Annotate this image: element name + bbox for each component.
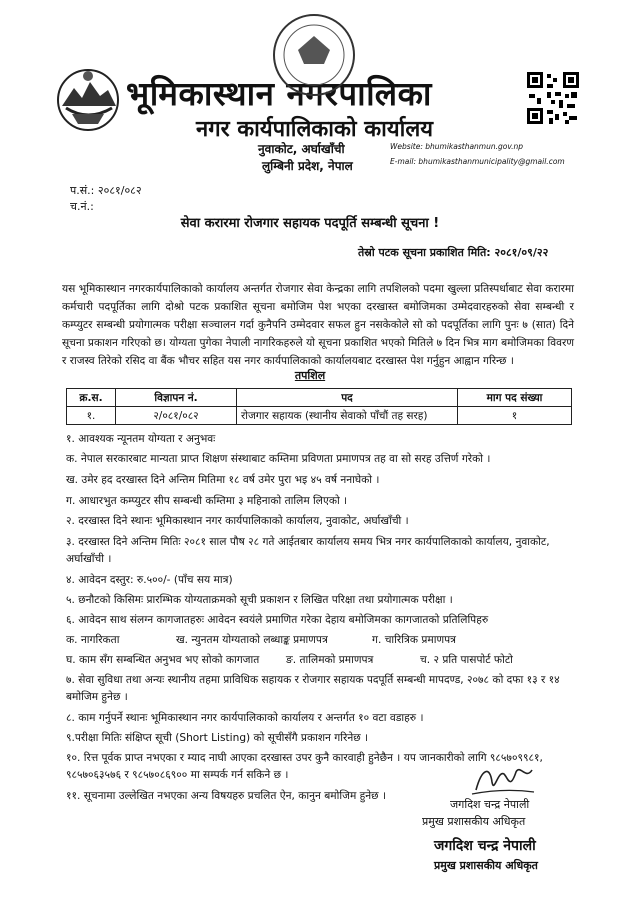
qr-code-icon bbox=[525, 70, 581, 126]
signature-icon bbox=[468, 760, 538, 800]
point-1-ka: क. नेपाल सरकारबाट मान्यता प्राप्त शिक्षण संस्थाबाट कम्तिमा प्रविणता प्रमाणपत्र तह वा सो सरह उत्तिर्ण गरेको । bbox=[66, 453, 491, 465]
round-stamp-icon bbox=[266, 10, 362, 100]
cell-count: १ bbox=[458, 407, 572, 425]
point-3: ३. दरखास्त दिने अन्तिम मितिः २०८१ साल पौष २८ गते आईतबार कार्यालय समय भित्र नगर कार्यपालिकाको कार्यालय, नुवाकोट, अर्घाखाँची । bbox=[66, 536, 550, 565]
notice-title: सेवा करारमा रोजगार सहायक पदपूर्ति सम्बन्धी सूचना ! bbox=[180, 216, 440, 231]
publish-date: तेस्रो पटक सूचना प्रकाशित मिति: २०८१/०९/२२ bbox=[358, 246, 549, 259]
point-1-kha: ख. उमेर हद दरखास्त दिने अन्तिम मितिमा १८ वर्ष उमेर पुरा भइ ४५ वर्ष ननाघेको । bbox=[66, 474, 380, 486]
vacancy-table bbox=[66, 388, 572, 425]
point-8: ८. काम गर्नुपर्ने स्थानः भूमिकास्थान नगर कार्यपालिकाको कार्यालय र अन्तर्गत १० वटा वडाहरु । bbox=[66, 712, 424, 724]
dispatch-number: च.नं.: bbox=[70, 200, 94, 213]
cell-sn: १. bbox=[67, 407, 116, 425]
point-6: ६. आवेदन साथ संलग्न कागजातहरुः आवेदन स्वयंले प्रमाणित गरेका देहाय बमोजिमका कागजातको प्रतिलिपिहरु bbox=[66, 614, 489, 626]
address-line-1: नुवाकोट, अर्घाखाँची bbox=[258, 142, 345, 156]
cell-post: रोजगार सहायक (स्थानीय सेवाको पाँचौं तह सरह) bbox=[237, 407, 458, 425]
point-1-ga: ग. आधारभुत कम्प्युटर सीप सम्बन्धी कम्तिमा ३ महिनाको तालिम लिएको । bbox=[66, 495, 348, 507]
website-text: Website: bhumikasthanmun.gov.np bbox=[390, 142, 524, 151]
point-9: ९.परीक्षा मितिः संक्षिप्त सूची (Short Listing) को सूचीसँगै प्रकाशन गरिनेछ । bbox=[66, 732, 369, 744]
address-line-2: लुम्बिनी प्रदेश, नेपाल bbox=[262, 159, 353, 173]
signatory-name-stamp: जगदिश चन्द्र नेपाली bbox=[434, 838, 536, 854]
signatory-name-handwritten: जगदिश चन्द्र नेपाली bbox=[450, 798, 530, 811]
col-header-sn: क्र.स. bbox=[67, 389, 116, 407]
doc-experience: घ. काम सँग सम्बन्धित अनुभव भए सोको कागजात bbox=[66, 654, 260, 666]
col-header-post: पद bbox=[237, 389, 458, 407]
details-heading: तपशिल bbox=[294, 369, 326, 382]
table-row bbox=[67, 407, 572, 425]
doc-citizenship: क. नागरिकता bbox=[66, 634, 120, 646]
reference-number: प.सं.: २०८१/०८२ bbox=[70, 184, 142, 197]
doc-training: ङ. तालिमको प्रमाणपत्र bbox=[286, 654, 374, 666]
point-1: १. आवश्यक न्यूनतम योग्यता र अनुभवः bbox=[66, 433, 216, 445]
point-4: ४. आवेदन दस्तुर: रु.५००/- (पाँच सय मात्र) bbox=[66, 574, 233, 586]
point-2: २. दरखास्त दिने स्थानः भूमिकास्थान नगर कार्यपालिकाको कार्यालय, नुवाकोट, अर्घाखाँची । bbox=[66, 515, 409, 527]
signatory-title-handwritten: प्रमुख प्रशासकीय अधिकृत bbox=[422, 815, 526, 828]
emblem-logo-icon bbox=[52, 62, 124, 134]
email-text: E-mail: bhumikasthanmunicipality@gmail.com bbox=[390, 157, 565, 166]
office-subtitle: नगर कार्यपालिकाको कार्यालय bbox=[196, 117, 433, 142]
col-header-ad-no: विज्ञापन नं. bbox=[116, 389, 237, 407]
point-11: ११. सूचनामा उल्लेखित नभएका अन्य विषयहरु प्रचलित ऐन, कानुन बमोजिम हुनेछ । bbox=[66, 790, 386, 802]
notice-body: यस भूमिकास्थान नगरकार्यपालिकाको कार्यालय अन्तर्गत रोजगार सेवा केन्द्रका लागि तपशिलको पदमा खुल्ला प्रतिस्पर्धाबाट सेवा करारमा कर्मचारी पदपूर्तिका लागि दोश्रो पटक प्रकाशित सूचना बमोजिम पेश भएका दरखास्त बमोजिमका उम्मेदवारहरुको सेवा सम्बन्धी र कम्प्युटर सम्बन्धी प्रयोगात्मक परीक्षा सञ्चालन गर्दा कुनैपनि उम्मेदवार सफल हुन नसकेकोले सो को पदपूर्तिका लागि पुनः ७ (सात) दिने सूचना प्रकाशन गरिएको छ। योग्यता पुगेका नेपाली नागरिकहरुले यो सूचना प्रकाशित भएको मितिले ७ दिन भित्र माग बमोजिमका विवरण र राजस्व तिरेको रसिद वा बैंक भौचर सहित यस नगर कार्यपालिकाको कार्यालयबाट दरखास्त पेश गर्नुहुन आह्वान गरिन्छ । bbox=[62, 283, 574, 367]
point-7: ७. सेवा सुविधा तथा अन्यः स्थानीय तहमा प्राविधिक सहायक र रोजगार सहायक पदपूर्ति सम्बन्धी मापदण्ड, २०७८ को दफा १३ र १४ बमोजिम हुनेछ । bbox=[66, 674, 560, 703]
table-header-row bbox=[67, 389, 572, 407]
doc-photo: च. २ प्रति पासपोर्ट फोटो bbox=[420, 654, 513, 666]
signatory-title-stamp: प्रमुख प्रशासकीय अधिकृत bbox=[434, 859, 538, 872]
doc-marksheet: ख. न्युनतम योग्यताको लब्धाङ्क प्रमाणपत्र bbox=[176, 634, 328, 646]
point-5: ५. छनौटको किसिमः प्रारम्भिक योग्यताक्रमको सूची प्रकाशन र लिखित परिक्षा तथा प्रयोगात्मक परीक्षा । bbox=[66, 594, 453, 606]
doc-character: ग. चारित्रिक प्रमाणपत्र bbox=[372, 634, 456, 646]
office-name: भूमिकास्थान नगरपालिका bbox=[126, 74, 432, 113]
point-10: १०. रित्त पूर्वक प्राप्त नभएका र म्याद नाघी आएका दरखास्त उपर कुनै कारवाही हुनेछैन । यप जानकारीको लागि ९८५७०९९८१, ९८५७०६३५७६ र ९८५७०८६९०० मा सम्पर्क गर्न सकिने छ । bbox=[66, 752, 543, 781]
col-header-count: माग पद संख्या bbox=[458, 389, 572, 407]
cell-ad-no: २/०८१/०८२ bbox=[116, 407, 237, 425]
